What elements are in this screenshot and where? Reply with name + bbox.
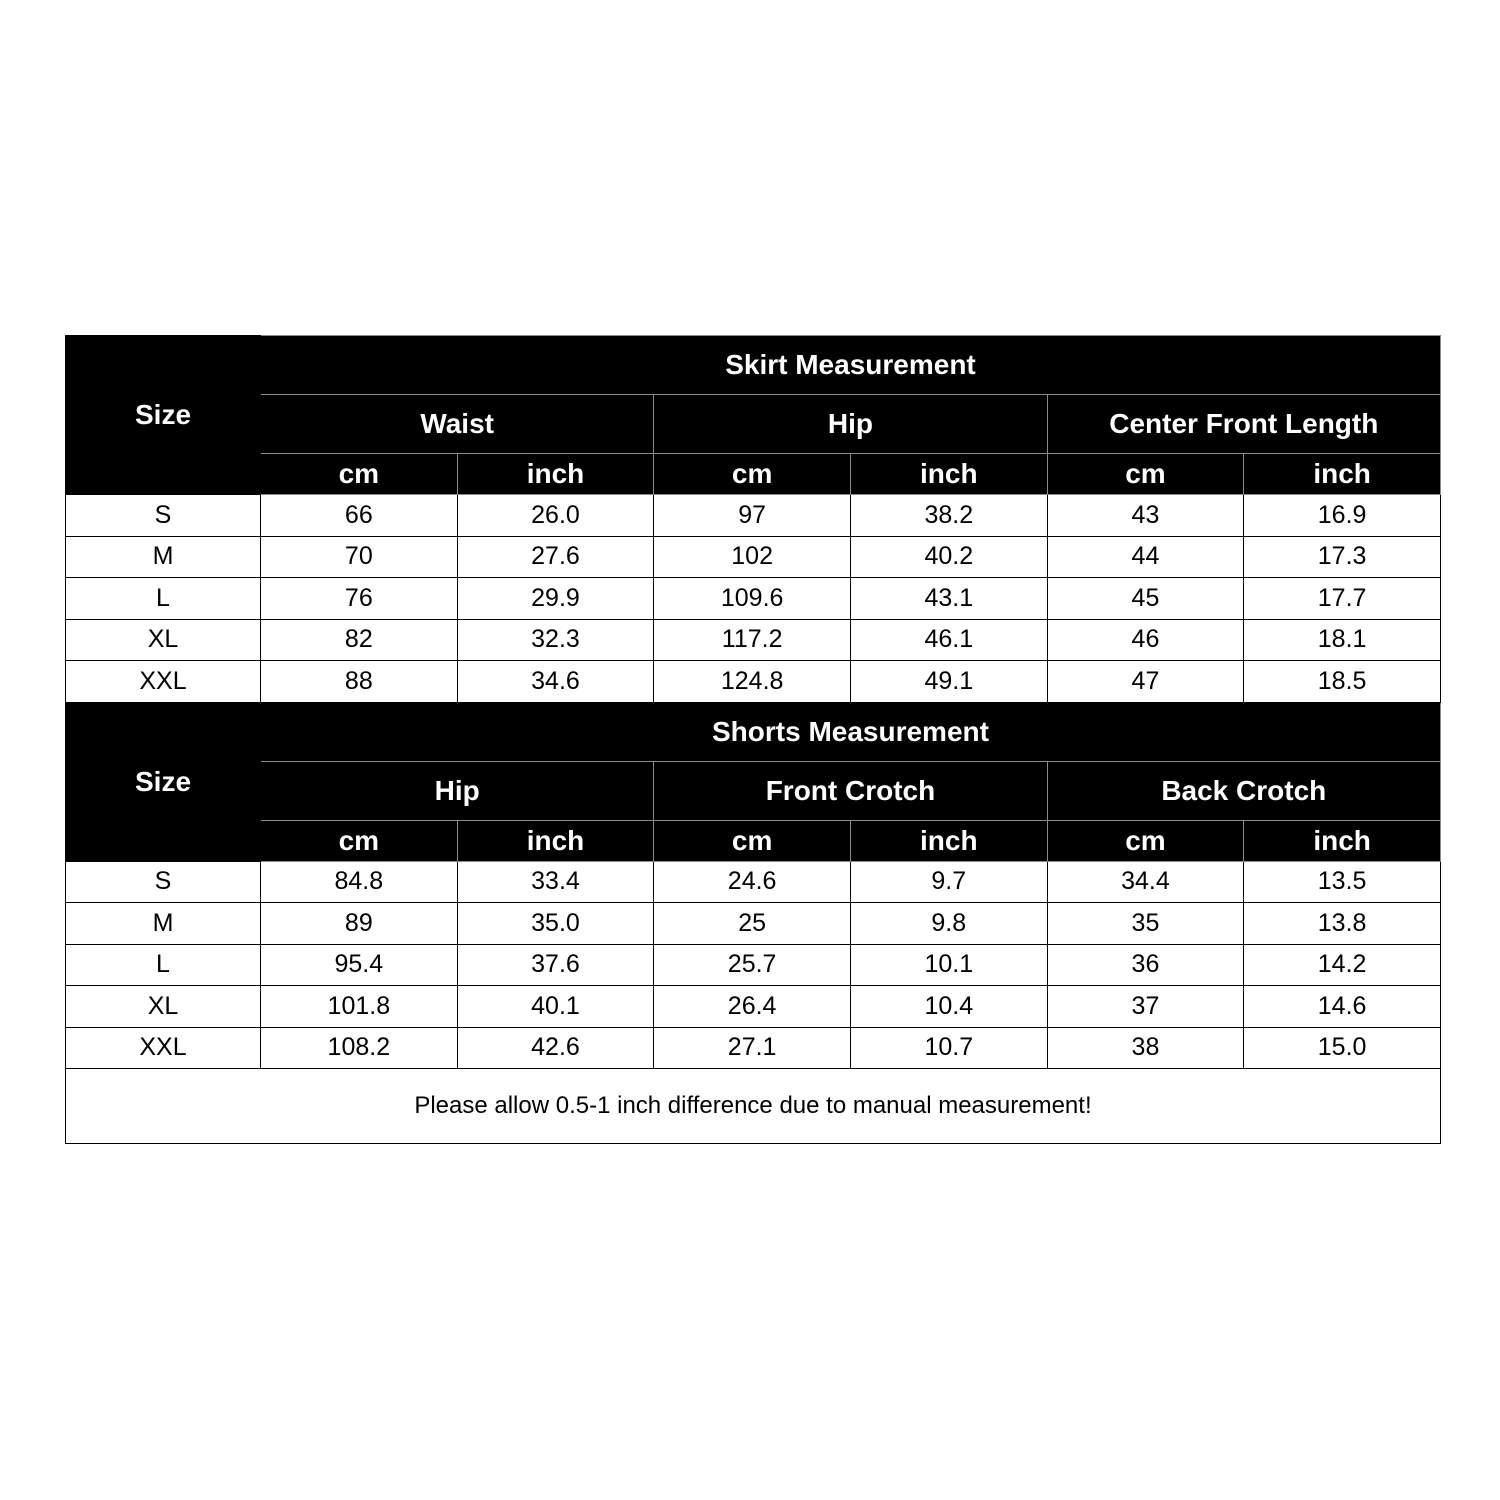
skirt-section-title: Skirt Measurement <box>261 336 1441 395</box>
value-cell: 97 <box>654 495 851 537</box>
size-cell: S <box>66 861 261 903</box>
value-cell: 46.1 <box>850 619 1047 661</box>
value-cell: 14.6 <box>1244 986 1441 1028</box>
size-cell: L <box>66 944 261 986</box>
table-row <box>66 1027 1441 1069</box>
value-cell: 44 <box>1047 536 1244 578</box>
value-cell: 38.2 <box>850 495 1047 537</box>
value-cell: 82 <box>261 619 458 661</box>
skirt-group-header: Hip <box>654 395 1047 454</box>
table-row <box>66 495 1441 537</box>
shorts-group-header: Back Crotch <box>1047 761 1440 820</box>
value-cell: 88 <box>261 661 458 703</box>
size-cell: XXL <box>66 1027 261 1069</box>
unit-header-inch: inch <box>1244 454 1441 495</box>
size-chart-table <box>65 335 1441 1144</box>
table-row <box>66 536 1441 578</box>
value-cell: 9.8 <box>850 903 1047 945</box>
value-cell: 16.9 <box>1244 495 1441 537</box>
unit-header-inch: inch <box>1244 820 1441 861</box>
value-cell: 37.6 <box>457 944 654 986</box>
value-cell: 43 <box>1047 495 1244 537</box>
value-cell: 17.7 <box>1244 578 1441 620</box>
value-cell: 13.5 <box>1244 861 1441 903</box>
value-cell: 13.8 <box>1244 903 1441 945</box>
value-cell: 40.2 <box>850 536 1047 578</box>
table-row <box>66 861 1441 903</box>
skirt-title-row <box>66 336 1441 395</box>
skirt-group-header: Center Front Length <box>1047 395 1440 454</box>
value-cell: 47 <box>1047 661 1244 703</box>
unit-header-cm: cm <box>654 454 851 495</box>
shorts-group-row <box>66 761 1441 820</box>
size-cell: S <box>66 495 261 537</box>
value-cell: 38 <box>1047 1027 1244 1069</box>
value-cell: 46 <box>1047 619 1244 661</box>
unit-header-cm: cm <box>654 820 851 861</box>
value-cell: 95.4 <box>261 944 458 986</box>
unit-header-cm: cm <box>261 454 458 495</box>
value-cell: 14.2 <box>1244 944 1441 986</box>
size-chart <box>65 335 1440 1144</box>
unit-header-inch: inch <box>457 820 654 861</box>
shorts-group-header: Hip <box>261 761 654 820</box>
value-cell: 25 <box>654 903 851 945</box>
size-cell: M <box>66 536 261 578</box>
unit-header-inch: inch <box>850 820 1047 861</box>
value-cell: 29.9 <box>457 578 654 620</box>
unit-header-cm: cm <box>261 820 458 861</box>
skirt-size-header: Size <box>66 336 261 495</box>
size-cell: M <box>66 903 261 945</box>
value-cell: 34.6 <box>457 661 654 703</box>
size-cell: L <box>66 578 261 620</box>
skirt-group-header: Waist <box>261 395 654 454</box>
value-cell: 101.8 <box>261 986 458 1028</box>
value-cell: 102 <box>654 536 851 578</box>
note-row <box>66 1069 1441 1144</box>
table-row <box>66 578 1441 620</box>
value-cell: 35 <box>1047 903 1244 945</box>
value-cell: 17.3 <box>1244 536 1441 578</box>
shorts-unit-row <box>66 820 1441 861</box>
value-cell: 25.7 <box>654 944 851 986</box>
value-cell: 35.0 <box>457 903 654 945</box>
table-row <box>66 903 1441 945</box>
value-cell: 40.1 <box>457 986 654 1028</box>
unit-header-cm: cm <box>1047 454 1244 495</box>
value-cell: 43.1 <box>850 578 1047 620</box>
table-row <box>66 944 1441 986</box>
value-cell: 89 <box>261 903 458 945</box>
value-cell: 26.4 <box>654 986 851 1028</box>
value-cell: 33.4 <box>457 861 654 903</box>
measurement-note: Please allow 0.5-1 inch difference due to manual measurement! <box>66 1069 1441 1144</box>
value-cell: 36 <box>1047 944 1244 986</box>
unit-header-inch: inch <box>457 454 654 495</box>
value-cell: 117.2 <box>654 619 851 661</box>
unit-header-inch: inch <box>850 454 1047 495</box>
size-cell: XXL <box>66 661 261 703</box>
value-cell: 84.8 <box>261 861 458 903</box>
value-cell: 26.0 <box>457 495 654 537</box>
value-cell: 10.4 <box>850 986 1047 1028</box>
value-cell: 45 <box>1047 578 1244 620</box>
value-cell: 34.4 <box>1047 861 1244 903</box>
value-cell: 124.8 <box>654 661 851 703</box>
value-cell: 9.7 <box>850 861 1047 903</box>
value-cell: 27.6 <box>457 536 654 578</box>
table-row <box>66 661 1441 703</box>
value-cell: 24.6 <box>654 861 851 903</box>
value-cell: 49.1 <box>850 661 1047 703</box>
value-cell: 15.0 <box>1244 1027 1441 1069</box>
table-row <box>66 619 1441 661</box>
unit-header-cm: cm <box>1047 820 1244 861</box>
value-cell: 108.2 <box>261 1027 458 1069</box>
size-cell: XL <box>66 619 261 661</box>
value-cell: 70 <box>261 536 458 578</box>
value-cell: 10.7 <box>850 1027 1047 1069</box>
value-cell: 109.6 <box>654 578 851 620</box>
value-cell: 10.1 <box>850 944 1047 986</box>
skirt-unit-row <box>66 454 1441 495</box>
value-cell: 42.6 <box>457 1027 654 1069</box>
value-cell: 32.3 <box>457 619 654 661</box>
value-cell: 18.1 <box>1244 619 1441 661</box>
shorts-size-header: Size <box>66 702 261 861</box>
shorts-section-title: Shorts Measurement <box>261 702 1441 761</box>
value-cell: 27.1 <box>654 1027 851 1069</box>
value-cell: 76 <box>261 578 458 620</box>
size-cell: XL <box>66 986 261 1028</box>
value-cell: 37 <box>1047 986 1244 1028</box>
skirt-group-row <box>66 395 1441 454</box>
shorts-title-row <box>66 702 1441 761</box>
value-cell: 66 <box>261 495 458 537</box>
value-cell: 18.5 <box>1244 661 1441 703</box>
shorts-group-header: Front Crotch <box>654 761 1047 820</box>
table-row <box>66 986 1441 1028</box>
